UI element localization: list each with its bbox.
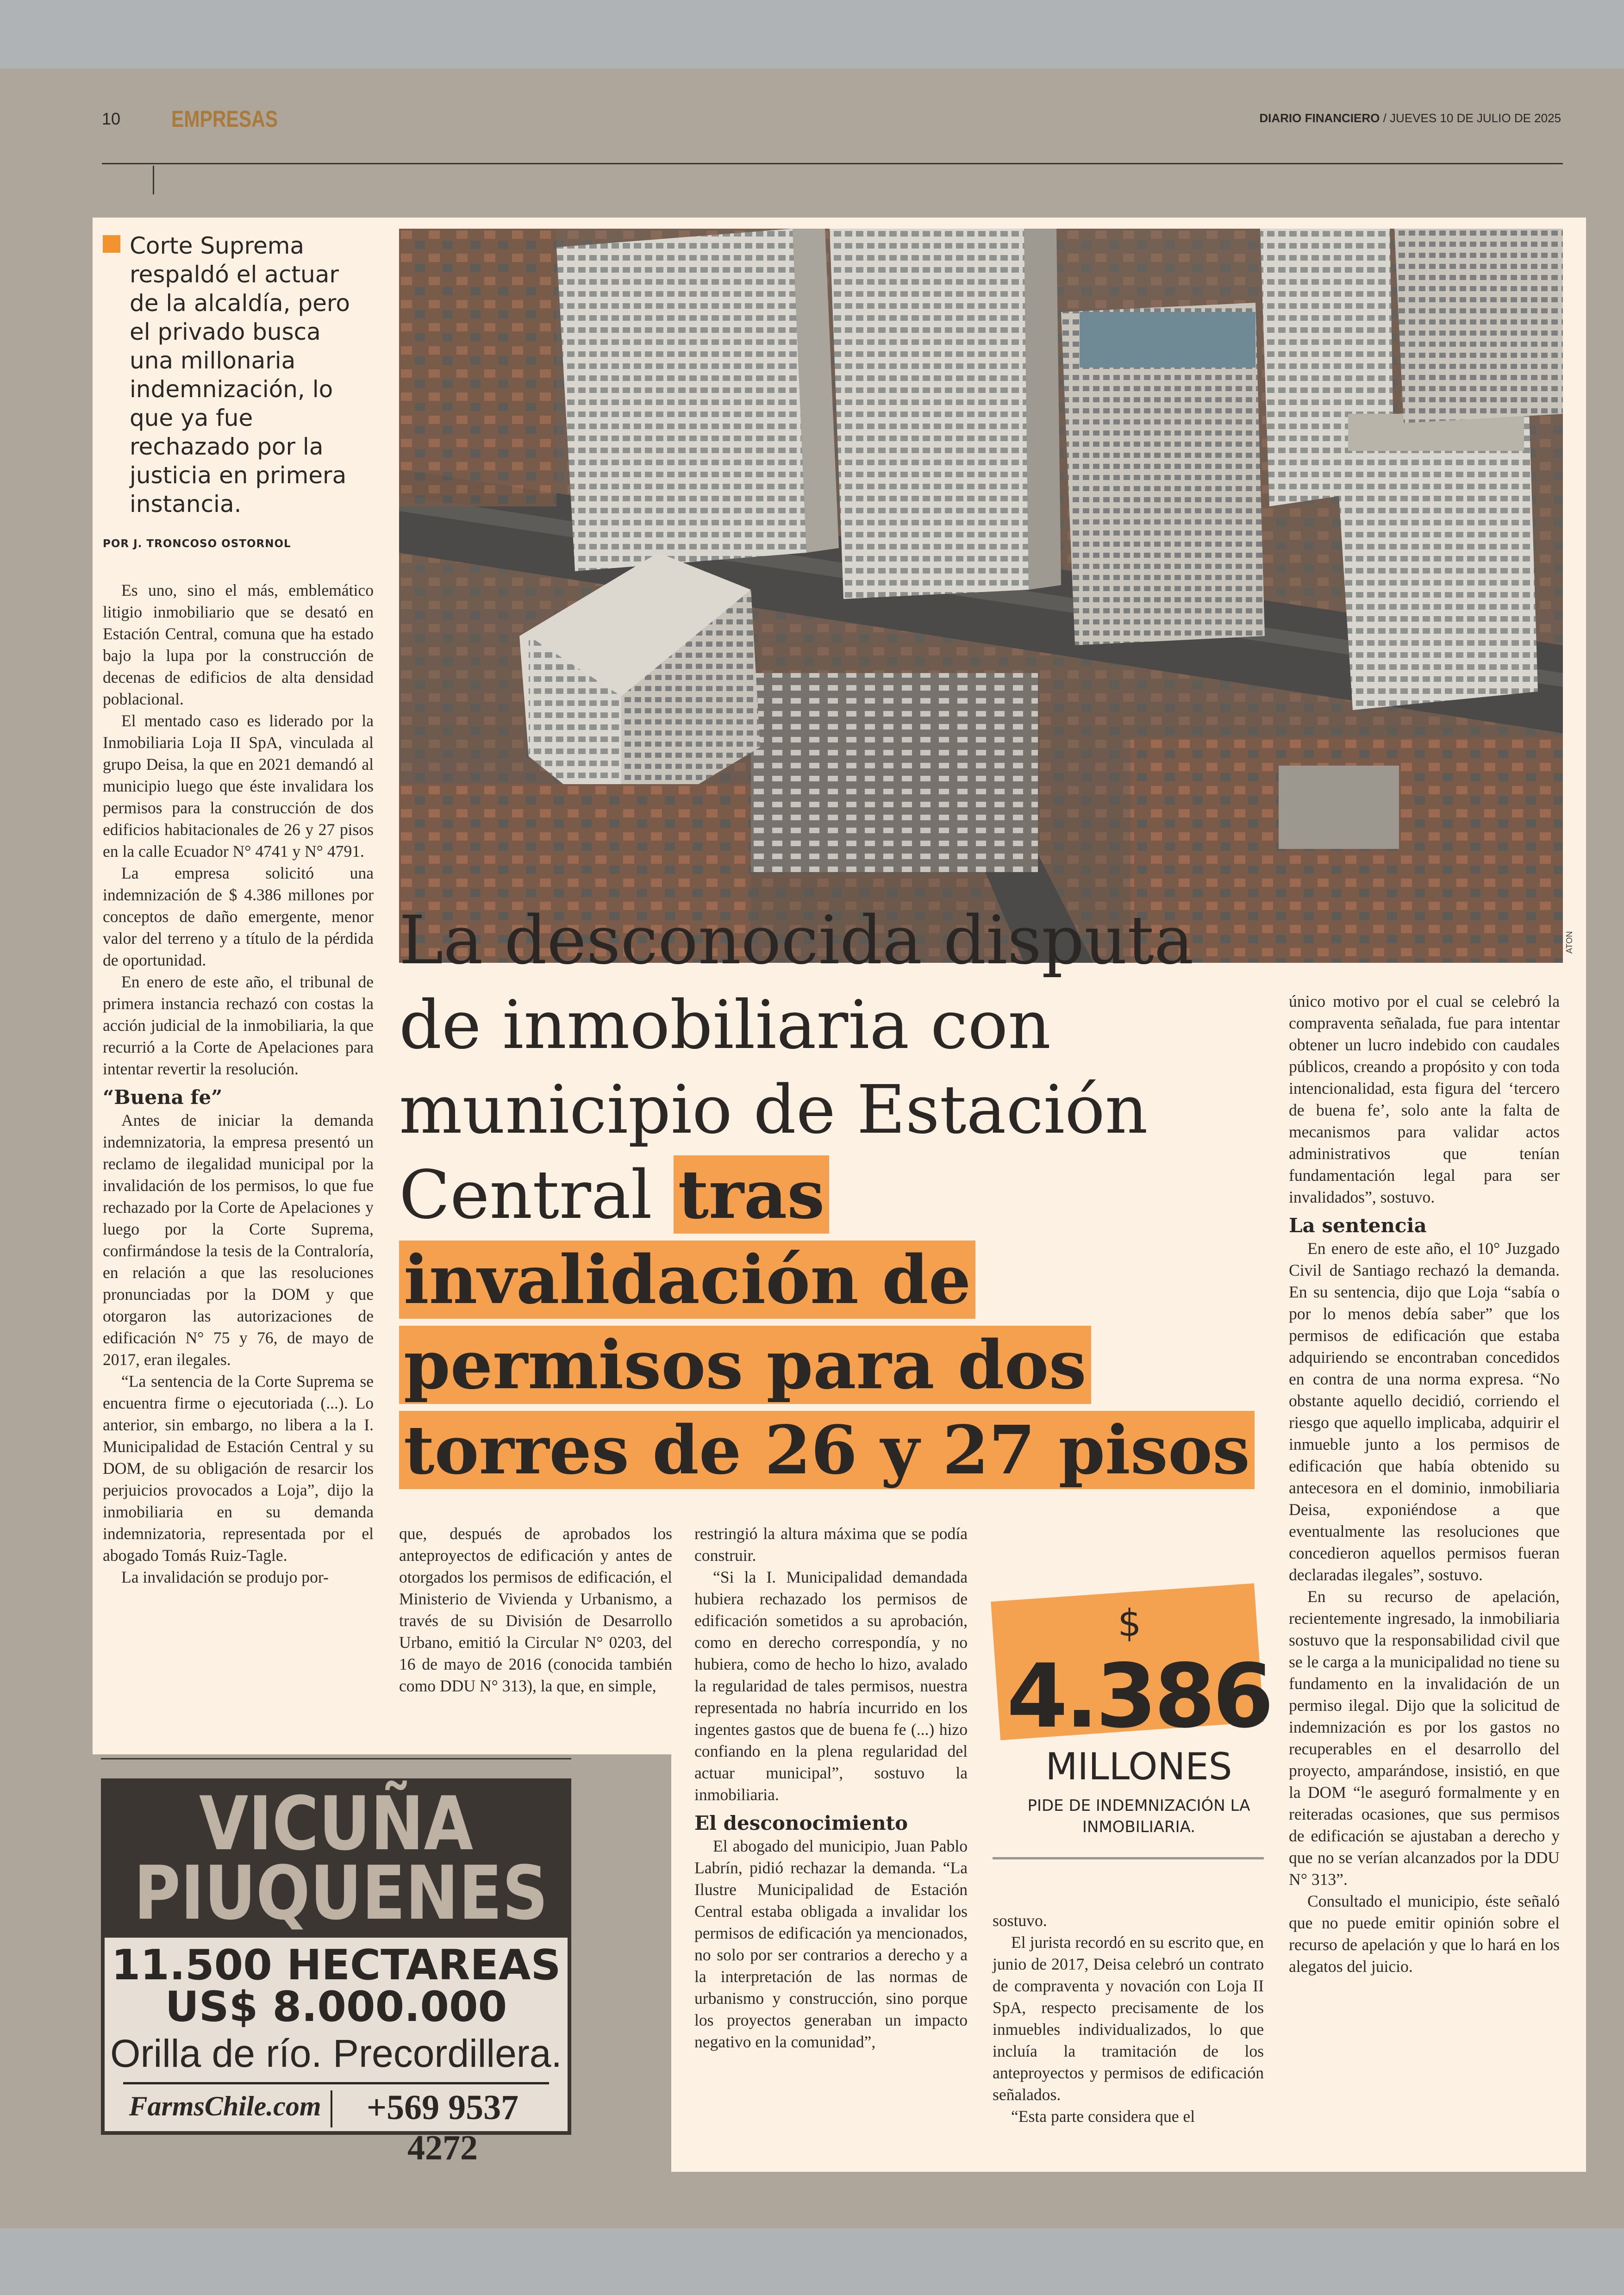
paragraph: “Esta parte considera que el xyxy=(1011,2107,1195,2126)
figure-value: 4.386 xyxy=(1006,1645,1271,1747)
publication-name: DIARIO FINANCIERO xyxy=(1259,111,1380,125)
byline: POR J. TRONCOSO OSTORNOL xyxy=(103,538,291,550)
article-column-2 xyxy=(399,1523,672,1697)
section-label: EMPRESAS xyxy=(171,106,278,132)
paragraph: sostuvo. xyxy=(993,1911,1047,1930)
ad-top-rule xyxy=(101,1758,571,1759)
ad-location: Orilla de río. Precordillera. xyxy=(110,2032,562,2075)
subheading-desconocimiento: El desconocimiento xyxy=(694,1812,908,1834)
ad-details-panel xyxy=(105,1938,568,2167)
paragraph: Antes de iniciar la demanda indemnizatoria, la empresa presentó un reclamo de ilegalidad municipal por la invalidación de los permisos, lo que fue rechazado por la Corte de Apelaciones y luego por la Corte Suprema, confirmándose la tesis de la Contraloría, en relación a que las resoluciones pronunciadas por la DOM y que otorgaron las autorizaciones de edificación N° 75 y 76, de mayo de 2017, eran ilegales. xyxy=(103,1111,374,1369)
figure-rule xyxy=(993,1857,1264,1859)
figure-caption: PIDE DE INDEMNIZACIÓN LA INMOBILIARIA. xyxy=(1027,1796,1250,1836)
figure-unit: MILLONES xyxy=(1045,1745,1232,1788)
ad-title-line1: VICUÑA xyxy=(199,1780,474,1867)
article-headline xyxy=(399,898,1269,1493)
paragraph: El abogado del municipio, Juan Pablo Labrín, pidió rechazar la demanda. “La Ilustre Municipalidad de Estación Central estaba obligada a invalidar los permisos de edificación ya mencionados, no solo por ser contrarios a derecho y a la interpretación de las normas de urbanismo y construcción, sino porque los proyectos generaban un impacto negativo en la comunidad”, xyxy=(694,1837,968,2051)
paragraph: Es uno, sino el más, emblemático litigio inmobiliario que se desató en Estación Central, comuna que ha estado bajo la lupa por la construcción de decenas de edificios de alta densidad poblacional. xyxy=(103,581,374,708)
page-number: 10 xyxy=(102,109,121,128)
article-column-1 xyxy=(103,580,374,1588)
paragraph: que, después de aprobados los anteproyectos de edificación y antes de otorgados los permisos de edificación, el Ministerio de Vivienda y Urbanismo, a través de su División de Desarrollo Urbano, emitió la Circular N° 0203, del 16 de mayo de 2016 (conocida también como DDU N° 313), la que, en simple, xyxy=(399,1524,672,1695)
paragraph: El mentado caso es liderado por la Inmobiliaria Loja II SpA, vinculada al grupo Deisa, la que en 2021 demandó al municipio luego que éste invalidara los permisos para la construcción de dos edificios habitacionales de 26 y 27 pisos en la calle Ecuador N° 4741 y N° 4791. xyxy=(103,711,374,861)
header-divider xyxy=(153,166,154,194)
photo-credit: ATON xyxy=(1565,931,1574,954)
paragraph: “Si la I. Municipalidad demandada hubiera rechazado los permisos de edificación sometidos a su aprobación, como en derecho correspondía, y no hubiera, como de hecho lo hizo, avalado la regularidad de tales permisos, nuestra representada no habría incurrido en los ingentes gastos que de buena fe (...) hizo confiando en la plena regularidad del actuar municipal”, sostuvo la inmobiliaria. xyxy=(694,1568,968,1804)
paragraph: La invalidación se produjo por- xyxy=(121,1568,329,1586)
masthead xyxy=(1259,111,1561,125)
subheading-sentencia: La sentencia xyxy=(1289,1214,1427,1237)
subheading-buena-fe: “Buena fe” xyxy=(103,1086,223,1109)
paragraph: “La sentencia de la Corte Suprema se encuentra firme o ejecutoriada (...). Lo anterior, sin embargo, no libera a la I. Municipalidad de Estación Central y su DOM, de su obligación de resarcir los perjuicios provocados a Loja”, dijo la inmobiliaria en su demanda indemnizatoria, representada por el abogado Tomás Ruiz-Tagle. xyxy=(103,1372,374,1565)
article-column-4 xyxy=(993,1910,1264,2127)
paragraph: En enero de este año, el 10° Juzgado Civil de Santiago rechazó la demanda. En su sentencia, dijo que Loja “sabía o por lo menos debía saber” que los permisos de edificación que estaba adquiriendo se encontraban concedidos en contra de una norma expresa. “No obstante aquello decidió, corriendo el riesgo que aquello implicaba, adquirir el inmueble junto a los permisos de edificación que había obtenido su antecesora en el dominio, inmobiliaria Deisa, exponiéndose a que eventualmente las resoluciones que concedieron aquellos permisos fueran declaradas ilegales”, sostuvo. xyxy=(1289,1239,1560,1584)
paragraph: La empresa solicitó una indemnización de $ 4.386 millones por conceptos de daño emergente, menor valor del terreno y a título de la pérdida de oportunidad. xyxy=(103,864,374,969)
ad-title-line2: PIUQUENES xyxy=(134,1850,548,1936)
aerial-city-photo xyxy=(399,229,1563,963)
paragraph: restringió la altura máxima que se podía construir. xyxy=(694,1524,968,1565)
article-column-3 xyxy=(694,1523,968,2053)
lede-bullet xyxy=(103,235,120,253)
article-column-5 xyxy=(1289,991,1560,1977)
classified-ad xyxy=(101,1778,571,2167)
header-rule xyxy=(102,163,1563,164)
ad-divider xyxy=(123,2082,549,2084)
headline-plain: La desconocida disputa de inmobiliaria con municipio de Estación Central xyxy=(399,901,1194,1234)
headline-highlight: tras invalidación de permisos para dos torres de 26 y 27 pisos xyxy=(399,1155,1255,1489)
article-lede: Corte Suprema respaldó el actuar de la alcaldía, pero el privado busca una millonaria indemnización, lo que ya fue rechazado por la justicia en primera instancia. xyxy=(130,232,350,518)
ad-website: FarmsChile.com xyxy=(129,2091,321,2121)
paragraph: En su recurso de apelación, recientemente ingresado, la inmobiliaria sostuvo que la responsabilidad civil que se le carga a la municipalidad no tiene su fundamento en la invalidación de un permiso ilegal. Dijo que la solicitud de indemnización es por los gastos no recuperables en el desarrollo del proyecto, amparándose, insistió, en que la DOM “le aseguró formalmente y en reiteradas ocasiones, que sus permisos de edificación se ajustaban a derecho y que no se verían alcanzados por la DDU N° 313”. xyxy=(1289,1587,1560,1889)
paragraph: En enero de este año, el tribunal de primera instancia rechazó con costas la acción judicial de la inmobiliaria, la que recurrió a la Corte de Apelaciones para intentar revertir la resolución. xyxy=(103,973,374,1078)
ad-contact-separator xyxy=(331,2090,332,2127)
ad-phone: +569 9537 4272 xyxy=(366,2088,519,2167)
aerial-photo-illustration xyxy=(399,229,1563,963)
ad-price: US$ 8.000.000 xyxy=(165,1983,507,2031)
paragraph: Consultado el municipio, éste señaló que no puede emitir opinión sobre el recurso de apelación y que lo hará en los alegatos del juicio. xyxy=(1289,1892,1560,1976)
ad-hectares: 11.500 HECTAREAS xyxy=(111,1941,561,1989)
issue-date: / JUEVES 10 DE JULIO DE 2025 xyxy=(1383,111,1561,125)
paragraph: El jurista recordó en su escrito que, en junio de 2017, Deisa celebró un contrato de compraventa y novación con Loja II SpA, respecto precisamente de los inmuebles individualizados, lo que incluía la tramitación de los anteproyectos y permisos de edificación señalados. xyxy=(993,1933,1264,2104)
figure-currency: $ xyxy=(1118,1602,1142,1645)
paragraph: único motivo por el cual se celebró la compraventa señalada, fue para intentar obtener un lucro indebido con caudales públicos, creando a propósito y con toda intencionalidad, esta figura del ‘tercero de buena fe’, solo ante la falta de mecanismos para validar actos administrativos que tenían fundamentación legal para ser invalidados”, sostuvo. xyxy=(1289,992,1560,1206)
